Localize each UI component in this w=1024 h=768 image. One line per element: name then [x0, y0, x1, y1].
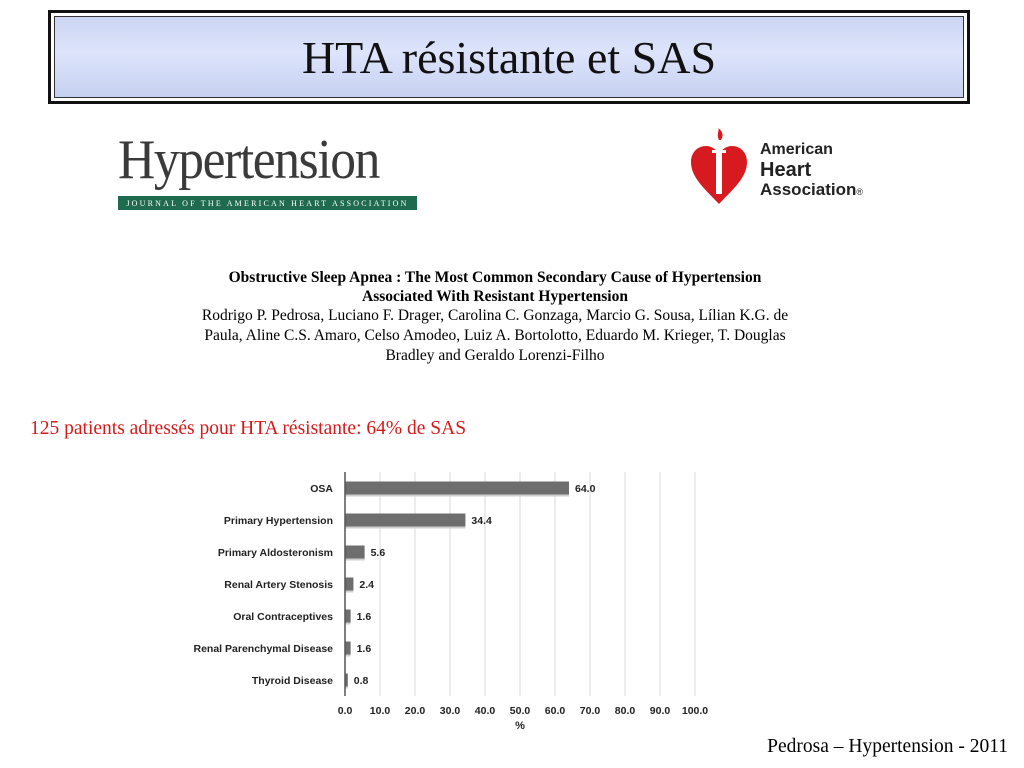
- category-label-5: Renal Parenchymal Disease: [193, 643, 333, 655]
- heart-torch-icon: [688, 128, 750, 208]
- x-tick-label-4: 40.0: [474, 705, 496, 717]
- x-tick-label-7: 70.0: [579, 705, 601, 717]
- category-label-3: Renal Artery Stenosis: [224, 579, 333, 591]
- article-header: [110, 268, 880, 366]
- x-axis-label: %: [515, 720, 525, 732]
- journal-name: Hypertension: [118, 129, 380, 191]
- category-label-1: Primary Hypertension: [223, 515, 333, 527]
- article-authors-line-2: Paula, Aline C.S. Amaro, Celso Amodeo, Luiz A. Bortolotto, Eduardo M. Krieger, T. Douglas: [204, 327, 786, 344]
- journal-subtitle-band: JOURNAL OF THE AMERICAN HEART ASSOCIATION: [118, 196, 417, 210]
- value-label-0: 64.0: [575, 483, 596, 495]
- article-authors-line-1: Rodrigo P. Pedrosa, Luciano F. Drager, Carolina C. Gonzaga, Marcio G. Sousa, Lílian K.G. de: [201, 307, 789, 324]
- bar-5: [345, 642, 351, 655]
- aha-logo: [688, 128, 888, 208]
- bar-1: [345, 514, 465, 527]
- category-label-2: Primary Aldosteronism: [217, 547, 333, 559]
- bar-0: [345, 482, 569, 495]
- slide-title-box: [48, 10, 970, 104]
- hypertension-journal-logo: [118, 130, 418, 210]
- value-label-2: 5.6: [370, 547, 386, 559]
- aha-line-1: American: [760, 141, 833, 158]
- value-label-3: 2.4: [359, 579, 375, 591]
- x-tick-label-3: 30.0: [439, 705, 461, 717]
- value-label-1: 34.4: [471, 515, 492, 527]
- x-tick-label-5: 50.0: [509, 705, 531, 717]
- x-tick-label-0: 0.0: [337, 705, 353, 717]
- category-label-4: Oral Contraceptives: [233, 611, 333, 623]
- bar-4: [345, 610, 351, 623]
- value-label-6: 0.8: [353, 675, 369, 687]
- x-tick-label-10: 100.0: [681, 705, 709, 717]
- x-tick-label-9: 90.0: [649, 705, 671, 717]
- x-tick-label-8: 80.0: [614, 705, 636, 717]
- aha-line-3: Association: [760, 180, 857, 199]
- x-tick-label-1: 10.0: [369, 705, 391, 717]
- value-label-5: 1.6: [356, 643, 372, 655]
- slide-title: HTA résistante et SAS: [301, 31, 717, 83]
- article-authors-line-3: Bradley and Geraldo Lorenzi-Filho: [385, 347, 605, 364]
- etiology-bar-chart: [150, 462, 730, 732]
- article-title-line-1: Obstructive Sleep Apnea : The Most Common Secondary Cause of Hypertension: [228, 269, 762, 286]
- key-finding: 125 patients adressés pour HTA résistante: 64% de SAS: [30, 418, 467, 439]
- article-title-line-2: Associated With Resistant Hypertension: [362, 288, 628, 305]
- bar-3: [345, 578, 353, 591]
- citation: Pedrosa – Hypertension - 2011: [767, 736, 1008, 757]
- category-label-6: Thyroid Disease: [251, 675, 333, 687]
- aha-registered-mark: ®: [856, 187, 863, 197]
- aha-wordmark: [760, 140, 863, 202]
- bar-2: [345, 546, 365, 559]
- x-tick-label-2: 20.0: [404, 705, 426, 717]
- aha-line-2: Heart: [760, 159, 812, 181]
- x-tick-label-6: 60.0: [544, 705, 566, 717]
- value-label-4: 1.6: [356, 611, 372, 623]
- category-label-0: OSA: [310, 483, 333, 495]
